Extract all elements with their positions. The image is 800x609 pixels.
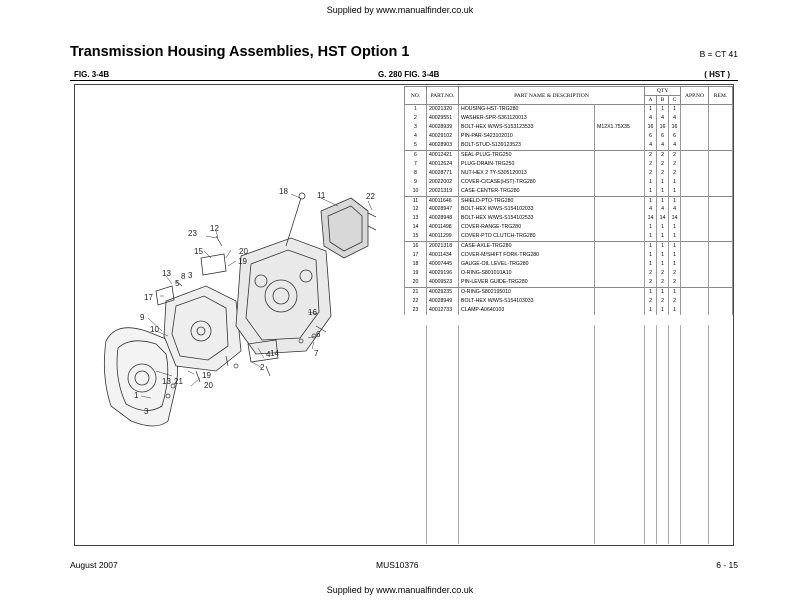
row-description: [595, 306, 645, 315]
row-description: [595, 105, 645, 114]
row-part-no: 40012733: [427, 306, 459, 315]
table-row: [405, 278, 733, 287]
callout-15: 15: [194, 247, 203, 256]
row-app-no: [681, 297, 709, 306]
row-qty-c: 14: [669, 214, 681, 223]
row-description: [595, 214, 645, 223]
row-no: 11: [405, 196, 427, 205]
row-part-no: 40011646: [427, 196, 459, 205]
row-no: 16: [405, 242, 427, 251]
row-no: 22: [405, 297, 427, 306]
table-row: [405, 260, 733, 269]
row-rem: [709, 141, 733, 150]
row-qty-c: 4: [669, 205, 681, 214]
row-no: 10: [405, 187, 427, 196]
row-qty-c: 2: [669, 169, 681, 178]
row-app-no: [681, 141, 709, 150]
row-qty-a: 1: [645, 105, 657, 114]
row-qty-c: 1: [669, 306, 681, 315]
row-qty-b: 1: [657, 306, 669, 315]
row-description: [595, 205, 645, 214]
row-rem: [709, 160, 733, 169]
row-part-name: O-RING-S802195010: [459, 288, 595, 297]
header-app-no: APP.NO: [681, 87, 709, 105]
row-part-name: HOUSING-HST-TRG280: [459, 105, 595, 114]
table-row: [405, 187, 733, 196]
row-qty-a: 1: [645, 242, 657, 251]
row-part-no: 20022002: [427, 178, 459, 187]
row-rem: [709, 169, 733, 178]
row-qty-b: 1: [657, 187, 669, 196]
row-qty-b: 2: [657, 160, 669, 169]
row-app-no: [681, 223, 709, 232]
row-part-no: 20021318: [427, 242, 459, 251]
callout-20b: 20: [204, 381, 213, 390]
row-app-no: [681, 260, 709, 269]
row-description: [595, 288, 645, 297]
row-no: 20: [405, 278, 427, 287]
row-qty-c: 1: [669, 223, 681, 232]
row-description: [595, 141, 645, 150]
callout-7: 7: [314, 349, 319, 358]
row-qty-b: 1: [657, 260, 669, 269]
table-row: [405, 160, 733, 169]
row-rem: [709, 251, 733, 260]
row-qty-c: 1: [669, 178, 681, 187]
callout-21: 21: [174, 377, 183, 386]
row-qty-b: 6: [657, 132, 669, 141]
row-no: 1: [405, 105, 427, 114]
callout-14: 14: [270, 349, 279, 358]
row-part-no: 40028948: [427, 214, 459, 223]
callout-6: 6: [316, 330, 321, 339]
row-description: M12X1.75X35: [595, 123, 645, 132]
row-part-no: 40029235: [427, 288, 459, 297]
row-part-name: CASE-CENTER-TRG280: [459, 187, 595, 196]
row-qty-a: 1: [645, 196, 657, 205]
callout-5: 5: [175, 279, 180, 288]
header-qty-c: C: [669, 96, 681, 105]
row-part-name: NUT-HEX 2 TY-S305120013: [459, 169, 595, 178]
row-qty-a: 2: [645, 278, 657, 287]
row-qty-a: 1: [645, 178, 657, 187]
row-qty-b: 1: [657, 251, 669, 260]
row-part-no: 20021320: [427, 105, 459, 114]
row-no: 23: [405, 306, 427, 315]
callout-13: 13: [162, 269, 171, 278]
row-qty-c: 1: [669, 260, 681, 269]
row-qty-a: 2: [645, 169, 657, 178]
row-app-no: [681, 160, 709, 169]
row-no: 15: [405, 232, 427, 241]
row-qty-a: 1: [645, 232, 657, 241]
row-no: 14: [405, 223, 427, 232]
row-no: 5: [405, 141, 427, 150]
callout-20: 20: [239, 247, 248, 256]
row-rem: [709, 260, 733, 269]
row-app-no: [681, 288, 709, 297]
figure-label-right: ( HST ): [704, 70, 730, 79]
table-row: [405, 242, 733, 251]
header-part-name: PART NAME & DESCRIPTION: [459, 87, 645, 105]
row-part-no: 40028949: [427, 297, 459, 306]
row-description: [595, 114, 645, 123]
row-no: 18: [405, 260, 427, 269]
row-no: 19: [405, 269, 427, 278]
table-row: [405, 150, 733, 159]
callout-19: 19: [238, 257, 247, 266]
row-rem: [709, 223, 733, 232]
row-qty-c: 1: [669, 288, 681, 297]
row-app-no: [681, 105, 709, 114]
row-part-name: SEAL-PLUG-TRG250: [459, 150, 595, 159]
row-rem: [709, 114, 733, 123]
row-description: [595, 169, 645, 178]
row-qty-a: 1: [645, 306, 657, 315]
row-part-no: 40012421: [427, 150, 459, 159]
row-qty-b: 1: [657, 178, 669, 187]
row-qty-c: 2: [669, 150, 681, 159]
footer-date: August 2007: [70, 560, 118, 570]
row-part-no: 40011498: [427, 223, 459, 232]
header-qty-b: B: [657, 96, 669, 105]
page-title: Transmission Housing Assemblies, HST Option 1: [70, 44, 410, 60]
row-part-name: CASE-AXLE-TRG280: [459, 242, 595, 251]
row-description: [595, 242, 645, 251]
row-app-no: [681, 178, 709, 187]
row-app-no: [681, 205, 709, 214]
row-no: 13: [405, 214, 427, 223]
table-row: [405, 306, 733, 315]
row-no: 7: [405, 160, 427, 169]
row-qty-c: 2: [669, 297, 681, 306]
row-app-no: [681, 132, 709, 141]
header-part-no: PART.NO.: [427, 87, 459, 105]
center-case-outline: [164, 286, 241, 371]
table-row: [405, 251, 733, 260]
row-description: [595, 297, 645, 306]
row-app-no: [681, 306, 709, 315]
row-qty-b: 4: [657, 141, 669, 150]
row-no: 17: [405, 251, 427, 260]
row-rem: [709, 196, 733, 205]
row-qty-b: 14: [657, 214, 669, 223]
row-qty-a: 2: [645, 269, 657, 278]
row-part-name: BOLT-HEX W/WS-S154102533: [459, 214, 595, 223]
row-rem: [709, 214, 733, 223]
row-no: 12: [405, 205, 427, 214]
row-app-no: [681, 114, 709, 123]
row-rem: [709, 306, 733, 315]
row-qty-b: 2: [657, 169, 669, 178]
row-no: 9: [405, 178, 427, 187]
row-part-no: 20021319: [427, 187, 459, 196]
callout-23: 23: [188, 229, 197, 238]
table-row: [405, 214, 733, 223]
row-app-no: [681, 169, 709, 178]
header-qty: QTY: [645, 87, 681, 96]
row-qty-b: 4: [657, 205, 669, 214]
row-qty-c: 2: [669, 160, 681, 169]
row-part-no: 40029196: [427, 269, 459, 278]
row-part-name: COVER-RANGE-TRG280: [459, 223, 595, 232]
row-rem: [709, 242, 733, 251]
row-part-name: CLAMP-A0640103: [459, 306, 595, 315]
row-no: 2: [405, 114, 427, 123]
row-part-name: COVER-PTO CLUTCH-TRG280: [459, 232, 595, 241]
pto-clutch-cover: [201, 254, 226, 275]
row-qty-c: 1: [669, 232, 681, 241]
row-qty-c: 1: [669, 251, 681, 260]
callout-4: 4: [266, 350, 271, 359]
row-rem: [709, 105, 733, 114]
row-description: [595, 223, 645, 232]
header-no: NO.: [405, 87, 427, 105]
row-part-name: COVER-C/CASE(HST)-TRG280: [459, 178, 595, 187]
row-app-no: [681, 187, 709, 196]
row-app-no: [681, 269, 709, 278]
row-part-name: O-RING-S801010A10: [459, 269, 595, 278]
row-qty-b: 1: [657, 196, 669, 205]
row-rem: [709, 178, 733, 187]
row-part-name: BOLT-HEX W/WS-S153123533: [459, 123, 595, 132]
footer-doc-number: MUS10376: [376, 560, 419, 570]
b-reference: B = CT 41: [699, 49, 738, 59]
row-part-name: BOLT-HEX W/WS-S154102033: [459, 205, 595, 214]
row-qty-a: 16: [645, 123, 657, 132]
callout-19b: 19: [202, 371, 211, 380]
row-app-no: [681, 251, 709, 260]
supplier-notice-bottom: Supplied by www.manualfinder.co.uk: [326, 585, 474, 595]
row-qty-a: 4: [645, 205, 657, 214]
row-qty-c: 2: [669, 269, 681, 278]
table-row: [405, 178, 733, 187]
row-qty-b: 16: [657, 123, 669, 132]
row-part-no: 40028939: [427, 123, 459, 132]
row-app-no: [681, 214, 709, 223]
footer-page-number: 6 - 15: [716, 560, 738, 570]
row-part-name: PIN-PAR-S423102010: [459, 132, 595, 141]
callout-11: 11: [317, 191, 326, 200]
row-app-no: [681, 196, 709, 205]
row-rem: [709, 132, 733, 141]
row-no: 8: [405, 169, 427, 178]
row-part-name: WASHER-SPR-S361120013: [459, 114, 595, 123]
row-qty-c: 6: [669, 132, 681, 141]
row-part-name: PLUG-DRAIN-TRG250: [459, 160, 595, 169]
table-row: [405, 105, 733, 114]
row-qty-a: 4: [645, 114, 657, 123]
row-part-no: 40007445: [427, 260, 459, 269]
header-rem: REM.: [709, 87, 733, 105]
row-qty-c: 16: [669, 123, 681, 132]
row-rem: [709, 232, 733, 241]
row-qty-a: 1: [645, 251, 657, 260]
row-description: [595, 278, 645, 287]
callout-18: 18: [279, 187, 288, 196]
parts-table: [404, 86, 733, 315]
callout-8: 8: [181, 272, 186, 281]
table-row: [405, 288, 733, 297]
header-qty-a: A: [645, 96, 657, 105]
table-row: [405, 141, 733, 150]
row-qty-a: 1: [645, 288, 657, 297]
row-part-name: PIN-LEVER GUIDE-TRG280: [459, 278, 595, 287]
row-part-name: COVER-M/SHIFT FORK-TRG280: [459, 251, 595, 260]
row-part-name: BOLT-HEX W/WS-S154103033: [459, 297, 595, 306]
callout-3: 3: [188, 271, 193, 280]
row-description: [595, 269, 645, 278]
row-rem: [709, 297, 733, 306]
row-part-no: 40009523: [427, 278, 459, 287]
table-row: [405, 223, 733, 232]
row-qty-b: 1: [657, 288, 669, 297]
callout-12: 12: [210, 224, 219, 233]
row-qty-b: 1: [657, 242, 669, 251]
table-row: [405, 205, 733, 214]
table-row: [405, 169, 733, 178]
row-app-no: [681, 242, 709, 251]
callout-17: 17: [144, 293, 153, 302]
row-app-no: [681, 232, 709, 241]
row-rem: [709, 288, 733, 297]
row-qty-c: 1: [669, 105, 681, 114]
table-row: [405, 297, 733, 306]
row-description: [595, 232, 645, 241]
row-app-no: [681, 278, 709, 287]
supplier-notice-top: Supplied by www.manualfinder.co.uk: [326, 5, 474, 15]
row-qty-b: 4: [657, 114, 669, 123]
row-part-no: 40012624: [427, 160, 459, 169]
row-description: [595, 260, 645, 269]
table-row: [405, 196, 733, 205]
row-qty-c: 2: [669, 278, 681, 287]
callout-22: 22: [366, 192, 375, 201]
table-row: [405, 132, 733, 141]
row-no: 21: [405, 288, 427, 297]
callout-3b: 3: [144, 407, 149, 416]
row-qty-a: 2: [645, 160, 657, 169]
row-qty-a: 2: [645, 150, 657, 159]
callout-13b: 13: [162, 377, 171, 386]
callout-16: 16: [308, 308, 317, 317]
callout-1: 1: [134, 391, 139, 400]
row-qty-b: 1: [657, 223, 669, 232]
callout-2: 2: [260, 363, 265, 372]
row-part-no: 40028771: [427, 169, 459, 178]
table-row: [405, 123, 733, 132]
table-row: [405, 114, 733, 123]
row-part-no: 40028903: [427, 141, 459, 150]
figure-label-center: G. 280 FIG. 3-4B: [378, 70, 440, 79]
row-qty-b: 2: [657, 269, 669, 278]
row-qty-a: 2: [645, 297, 657, 306]
row-qty-c: 1: [669, 196, 681, 205]
row-part-name: GAUGE-OIL LEVEL-TRG280: [459, 260, 595, 269]
row-no: 3: [405, 123, 427, 132]
table-row: [405, 232, 733, 241]
header-rule: [70, 80, 738, 81]
row-qty-c: 4: [669, 114, 681, 123]
row-part-no: 40029551: [427, 114, 459, 123]
row-description: [595, 160, 645, 169]
row-qty-b: 1: [657, 232, 669, 241]
row-rem: [709, 187, 733, 196]
row-app-no: [681, 123, 709, 132]
row-part-name: BOLT-STUD-S139123523: [459, 141, 595, 150]
row-qty-a: 1: [645, 260, 657, 269]
parts-table-body: [405, 105, 733, 315]
row-part-no: 40011299: [427, 232, 459, 241]
row-app-no: [681, 150, 709, 159]
row-qty-a: 1: [645, 223, 657, 232]
row-no: 6: [405, 150, 427, 159]
row-qty-c: 1: [669, 242, 681, 251]
row-part-no: 40028947: [427, 205, 459, 214]
row-qty-a: 6: [645, 132, 657, 141]
exploded-diagram: [76, 86, 402, 544]
row-part-no: 40029102: [427, 132, 459, 141]
row-description: [595, 150, 645, 159]
callout-9: 9: [140, 313, 145, 322]
row-rem: [709, 150, 733, 159]
transmission-drawing: [104, 193, 376, 426]
row-no: 4: [405, 132, 427, 141]
row-description: [595, 196, 645, 205]
row-qty-b: 2: [657, 297, 669, 306]
row-rem: [709, 278, 733, 287]
row-qty-a: 14: [645, 214, 657, 223]
row-qty-b: 1: [657, 105, 669, 114]
row-rem: [709, 123, 733, 132]
row-part-name: SHIELD-PTO-TRG280: [459, 196, 595, 205]
row-qty-a: 1: [645, 187, 657, 196]
row-qty-b: 2: [657, 150, 669, 159]
row-qty-c: 4: [669, 141, 681, 150]
row-description: [595, 178, 645, 187]
row-rem: [709, 269, 733, 278]
row-rem: [709, 205, 733, 214]
row-qty-c: 1: [669, 187, 681, 196]
pto-shield: [321, 198, 368, 258]
row-description: [595, 187, 645, 196]
figure-label-left: FIG. 3-4B: [74, 70, 110, 79]
row-qty-b: 2: [657, 278, 669, 287]
row-qty-a: 4: [645, 141, 657, 150]
row-description: [595, 251, 645, 260]
callout-10: 10: [150, 325, 159, 334]
row-description: [595, 132, 645, 141]
table-row: [405, 269, 733, 278]
row-part-no: 40011434: [427, 251, 459, 260]
